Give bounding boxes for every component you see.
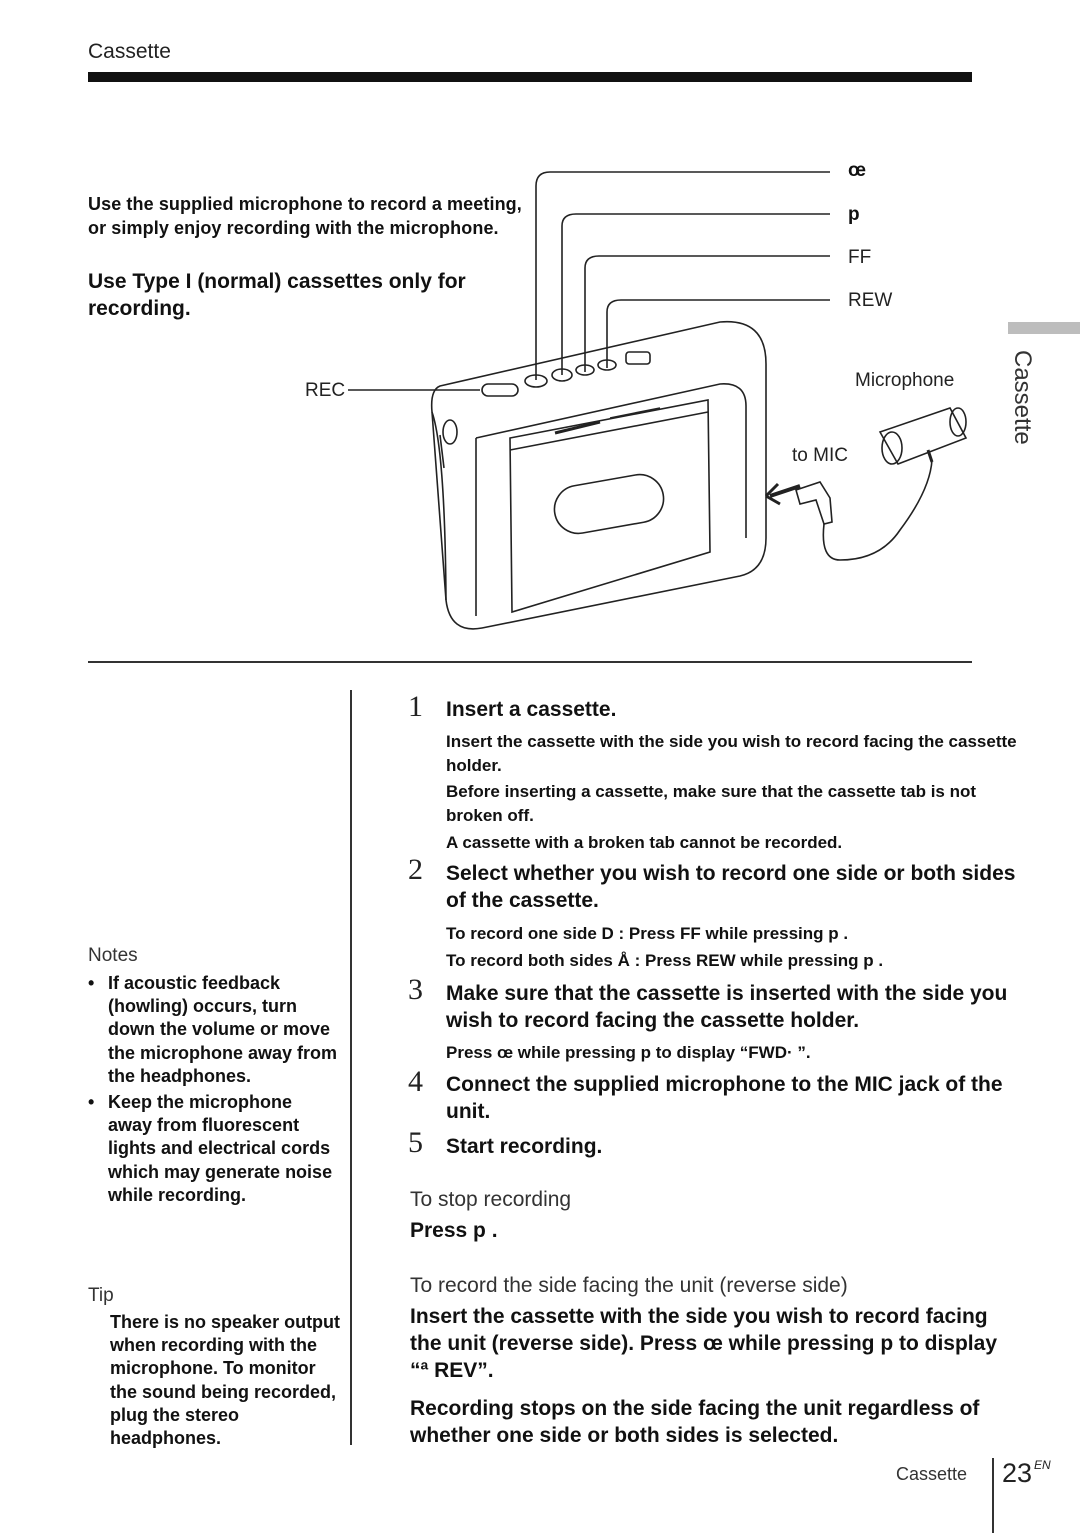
stop-recording-title: To stop recording <box>410 1188 572 1211</box>
step-3-body-1: Press œ while pressing p to display “FWD· ”. <box>446 1043 811 1062</box>
cassette-window <box>510 400 710 612</box>
note-item: • Keep the microphone away from fluorescent lights and electrical cords which may generate noise while recording. <box>88 1092 333 1205</box>
microphone-body <box>880 408 966 464</box>
callout-rew-label: REW <box>848 290 893 311</box>
step-2-heading: Select whether you wish to record one side or both sides of the cassette. <box>446 862 1016 912</box>
step-2-number: 2 <box>408 853 423 886</box>
callout-rec-label: REC <box>305 380 346 401</box>
callout-to-mic-label: to MIC <box>792 445 848 466</box>
leader-stop <box>562 214 830 375</box>
step-5-number: 5 <box>408 1126 423 1159</box>
rec-switch-shape <box>482 384 518 396</box>
stop-recording-text: Press p . <box>410 1219 498 1242</box>
reverse-side-text-2: Recording stops on the side facing the unit regardless of whether one side or both sides is selected. <box>410 1397 980 1447</box>
step-2-body-1: To record one side D : Press FF while pressing p . <box>446 924 849 943</box>
tip-text: There is no speaker output when recording with the microphone. To monitor the sound being recorded, plug the stereo headphones. <box>110 1312 341 1449</box>
section-label: Cassette <box>88 40 171 63</box>
notes-title: Notes <box>88 945 138 966</box>
step-4-heading: Connect the supplied microphone to the MIC jack of the unit. <box>446 1073 1003 1123</box>
leader-play <box>536 172 830 380</box>
cassette-type-note: Use Type I (normal) cassettes only for recording. <box>88 270 466 320</box>
step-1-body-1: Insert the cassette with the side you wish to record facing the cassette holder. <box>446 732 1017 775</box>
side-tab-bar <box>1008 322 1080 334</box>
footer-section-label: Cassette <box>896 1464 968 1484</box>
column-divider <box>350 690 352 1445</box>
note-item: • If acoustic feedback (howling) occurs, turn down the volume or move the microphone away from the headphones. <box>88 973 338 1086</box>
step-1-body-3: A cassette with a broken tab cannot be recorded. <box>446 833 843 852</box>
leader-rew <box>607 300 830 368</box>
step-1-heading: Insert a cassette. <box>446 698 617 721</box>
cassette-recorder-illustration <box>300 150 1000 650</box>
callout-play-label: œ <box>848 160 866 181</box>
callout-ff-label: FF <box>848 247 872 268</box>
reverse-side-title: To record the side facing the unit (reverse side) <box>410 1274 848 1297</box>
step-5-heading: Start recording. <box>446 1135 603 1158</box>
step-1-body-2: Before inserting a cassette, make sure that the cassette tab is not broken off. <box>446 782 977 825</box>
section-divider <box>88 661 972 663</box>
notes-list <box>88 972 338 1210</box>
step-4-number: 4 <box>408 1065 423 1098</box>
tip-title: Tip <box>88 1285 114 1306</box>
page-number: 23 $^{EN}$ <box>1002 1458 1051 1488</box>
mic-cable <box>823 460 932 560</box>
header-rule <box>88 72 972 82</box>
callout-microphone-label: Microphone <box>855 370 955 391</box>
side-tab-label: Cassette <box>1009 350 1036 445</box>
step-1-number: 1 <box>408 690 423 723</box>
step-3-number: 3 <box>408 973 423 1006</box>
footer-rule <box>992 1458 994 1533</box>
leader-ff <box>585 256 830 372</box>
intro-text: Use the supplied microphone to record a meeting, or simply enjoy recording with the microphone. <box>88 194 522 238</box>
cassette-reel-window <box>551 471 668 537</box>
callout-stop-label: p <box>848 204 860 225</box>
step-2-body-2: To record both sides Å : Press REW while pressing p . <box>446 951 884 970</box>
step-3-heading: Make sure that the cassette is inserted with the side you wish to record facing the cassette holder. <box>446 982 1008 1032</box>
reverse-side-text-1: Insert the cassette with the side you wish to record facing the unit (reverse side). Press œ while pressing p to display “ª REV”. <box>410 1305 997 1382</box>
mic-plug <box>796 482 832 524</box>
